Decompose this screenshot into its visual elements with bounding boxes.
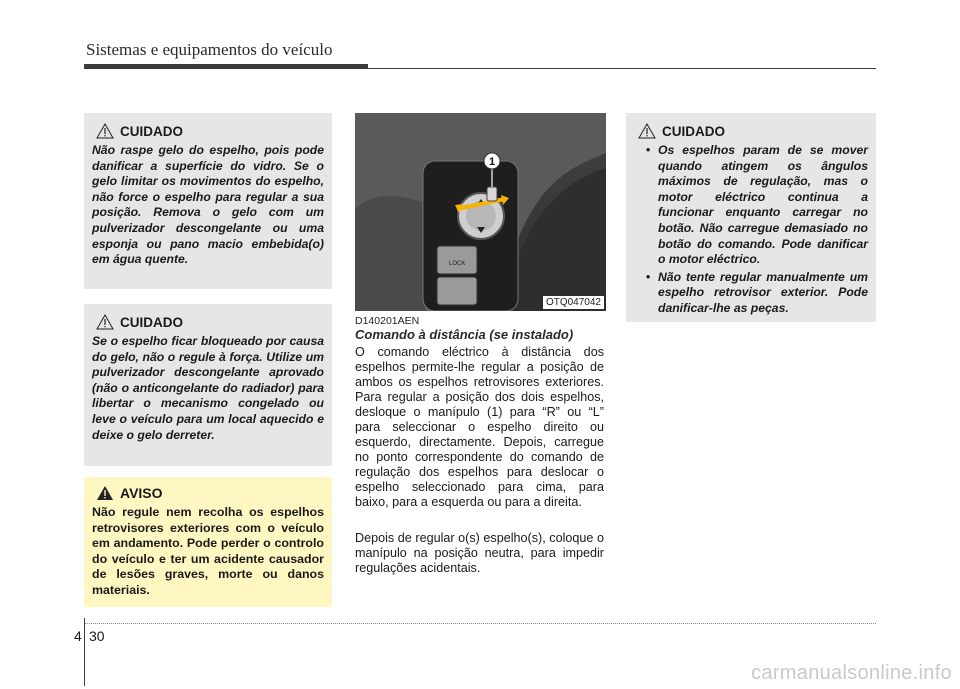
header-rule-thick	[84, 64, 368, 69]
header-rule-thin	[366, 68, 876, 69]
warning-triangle-outline-icon	[638, 123, 656, 139]
body-paragraph-1: O comando eléctrico à distância dos espelhos permite-lhe regular a posição de ambos os espelhos retrovisores exteriores. Para regular a posição dos dois espelhos, desloque o manípulo (1) para “R” ou “L” para seleccionar o espelho direito ou esquerdo, directamente. Depois, carregue no ponto correspondente do comando de regulação dos espelhos para deslocar o espelho seleccionado para cima, para baixo, para a esquerda ou para a direita.	[355, 345, 604, 509]
warning-box-driving	[84, 477, 332, 607]
lock-label: LOCK	[449, 261, 466, 267]
section-heading: Comando à distância (se instalado)	[355, 327, 574, 342]
page-number: 30	[89, 628, 105, 644]
caution-title	[96, 123, 324, 139]
caution-list-item: • Os espelhos param de se mover quando atingem os ângulos máximos de regulação, mas o motor eléctrico continua a funcionar enquanto carregar no botão. Não carregue demasiado no botão do comando. Pode danificar o motor eléctrico.	[646, 143, 868, 268]
footer-divider	[84, 618, 85, 686]
caution-box-ice-scraping	[84, 113, 332, 289]
warning-title-text: AVISO	[120, 485, 163, 501]
mirror-control-photo	[355, 113, 606, 311]
section-code: D140201AEN	[355, 315, 420, 327]
warning-triangle-outline-icon	[96, 123, 114, 139]
mirror-control-illustration	[355, 113, 606, 311]
caution-title-text: CUIDADO	[120, 123, 183, 139]
caution-list	[634, 143, 868, 317]
warning-text: Não regule nem recolha os espelhos retrovisores exteriores com o veículo em andamento. Pode perder o controlo do veículo e ter um acidente causador de lesões graves, morte ou danos materiais.	[92, 505, 324, 597]
callout-number: 1	[489, 156, 496, 168]
chapter-number: 4	[74, 628, 82, 644]
page-header-title: Sistemas e equipamentos do veículo	[86, 40, 333, 59]
caution-title	[96, 314, 324, 330]
figure-code: OTQ047042	[543, 296, 604, 309]
caution-box-frozen-mirror	[84, 304, 332, 466]
caution-list-item: • Não tente regular manualmente um espelho retrovisor exterior. Pode danificar-lhe as peças.	[646, 270, 868, 317]
caution-text: Não raspe gelo do espelho, pois pode danificar a superfície do vidro. Se o gelo limitar os movimentos do espelho, não force o espelho para regular a sua posição. Remova o gelo com um pulverizador descongelante ou uma esponja ou pano macio embebida(o) em água quente.	[92, 143, 324, 267]
watermark: carmanualsonline.info	[751, 662, 952, 684]
warning-triangle-outline-icon	[96, 314, 114, 330]
warning-title	[96, 485, 324, 501]
caution-title-text: CUIDADO	[662, 123, 725, 139]
caution-text: Se o espelho ficar bloqueado por causa do gelo, não o regule à força. Utilize um pulverizador descongelante aprovado (não o anticongelante do radiador) para libertar o mecanismo congelado ou leve o veículo para um local aquecido e deixe o gelo derreter.	[92, 334, 324, 442]
caution-title	[638, 123, 868, 139]
caution-box-motor	[626, 113, 876, 322]
caution-title-text: CUIDADO	[120, 314, 183, 330]
warning-triangle-filled-icon	[96, 485, 114, 501]
body-paragraph-2: Depois de regular o(s) espelho(s), coloque o manípulo na posição neutra, para impedir regulações acidentais.	[355, 531, 604, 575]
footer-rule	[84, 623, 876, 624]
